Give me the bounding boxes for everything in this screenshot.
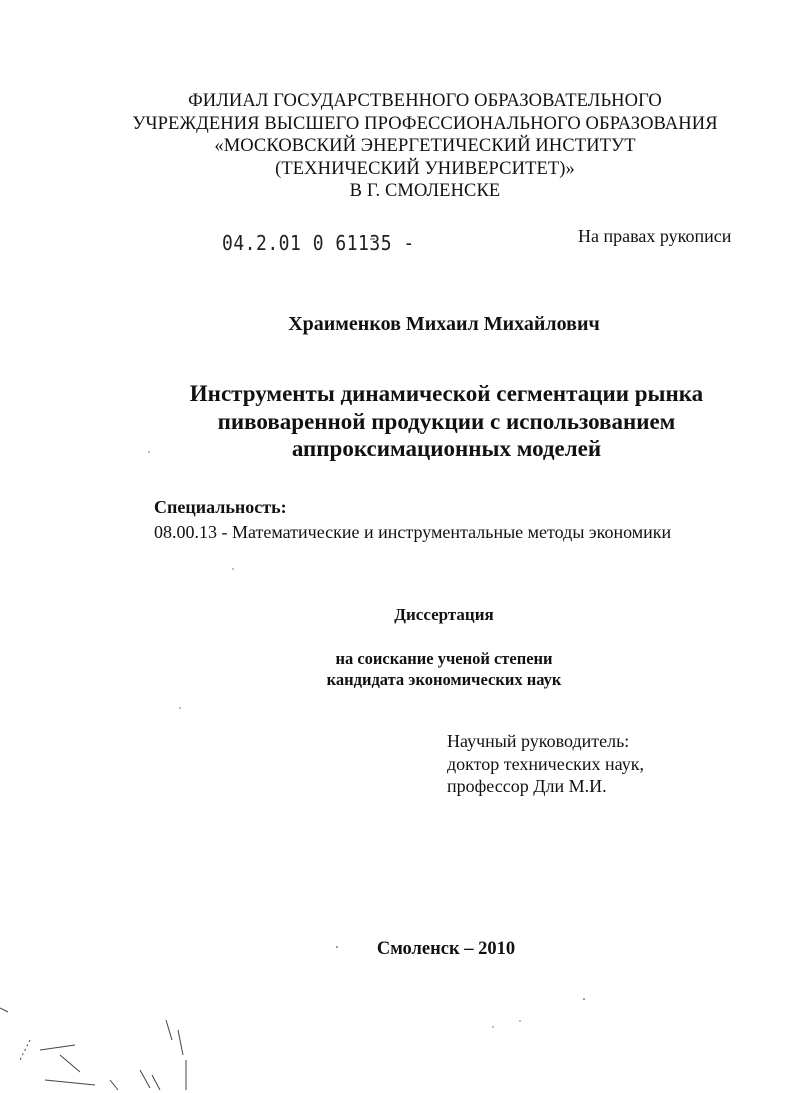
- specialty-label: Специальность:: [154, 497, 287, 517]
- supervisor-line-3: профессор Дли М.И.: [447, 776, 607, 796]
- specialty-value: 08.00.13 - Математические и инструментальные методы экономики: [154, 522, 672, 542]
- supervisor-line-1: Научный руководитель:: [447, 731, 630, 751]
- manuscript-rights-note: На правах рукописи: [578, 226, 732, 246]
- degree-line-1: на соискание ученой степени: [335, 649, 553, 668]
- title-line-1: Инструменты динамической сегментации рынка: [189, 381, 704, 406]
- title-line-3: аппроксимационных моделей: [291, 436, 602, 461]
- institution-line-4: (ТЕХНИЧЕСКИЙ УНИВЕРСИТЕТ)»: [275, 158, 575, 179]
- degree-statement: [0, 648, 792, 690]
- supervisor-line-2: доктор технических наук,: [447, 753, 644, 774]
- author-name: Храименков Михаил Михайлович: [288, 313, 600, 335]
- institution-line-2: УЧРЕЖДЕНИЯ ВЫСШЕГО ПРОФЕССИОНАЛЬНОГО ОБРАЗОВАНИЯ: [132, 113, 718, 134]
- scientific-supervisor: [447, 730, 644, 798]
- document-type: Диссертация: [394, 605, 494, 624]
- degree-line-2: кандидата экономических наук: [326, 670, 562, 689]
- institution-header: [0, 90, 792, 203]
- institution-line-5: В Г. СМОЛЕНСКЕ: [349, 181, 501, 201]
- title-line-2: пивоваренной продукции с использованием: [217, 408, 676, 434]
- institution-line-1: ФИЛИАЛ ГОСУДАРСТВЕННОГО ОБРАЗОВАТЕЛЬНОГО: [188, 91, 662, 111]
- city-and-year: Смоленск – 2010: [376, 939, 516, 959]
- dissertation-title: [0, 380, 792, 463]
- institution-line-3: «МОСКОВСКИЙ ЭНЕРГЕТИЧЕСКИЙ ИНСТИТУТ: [214, 136, 636, 156]
- archive-stamp-number: 04.2.01 0 61135 -: [222, 231, 415, 256]
